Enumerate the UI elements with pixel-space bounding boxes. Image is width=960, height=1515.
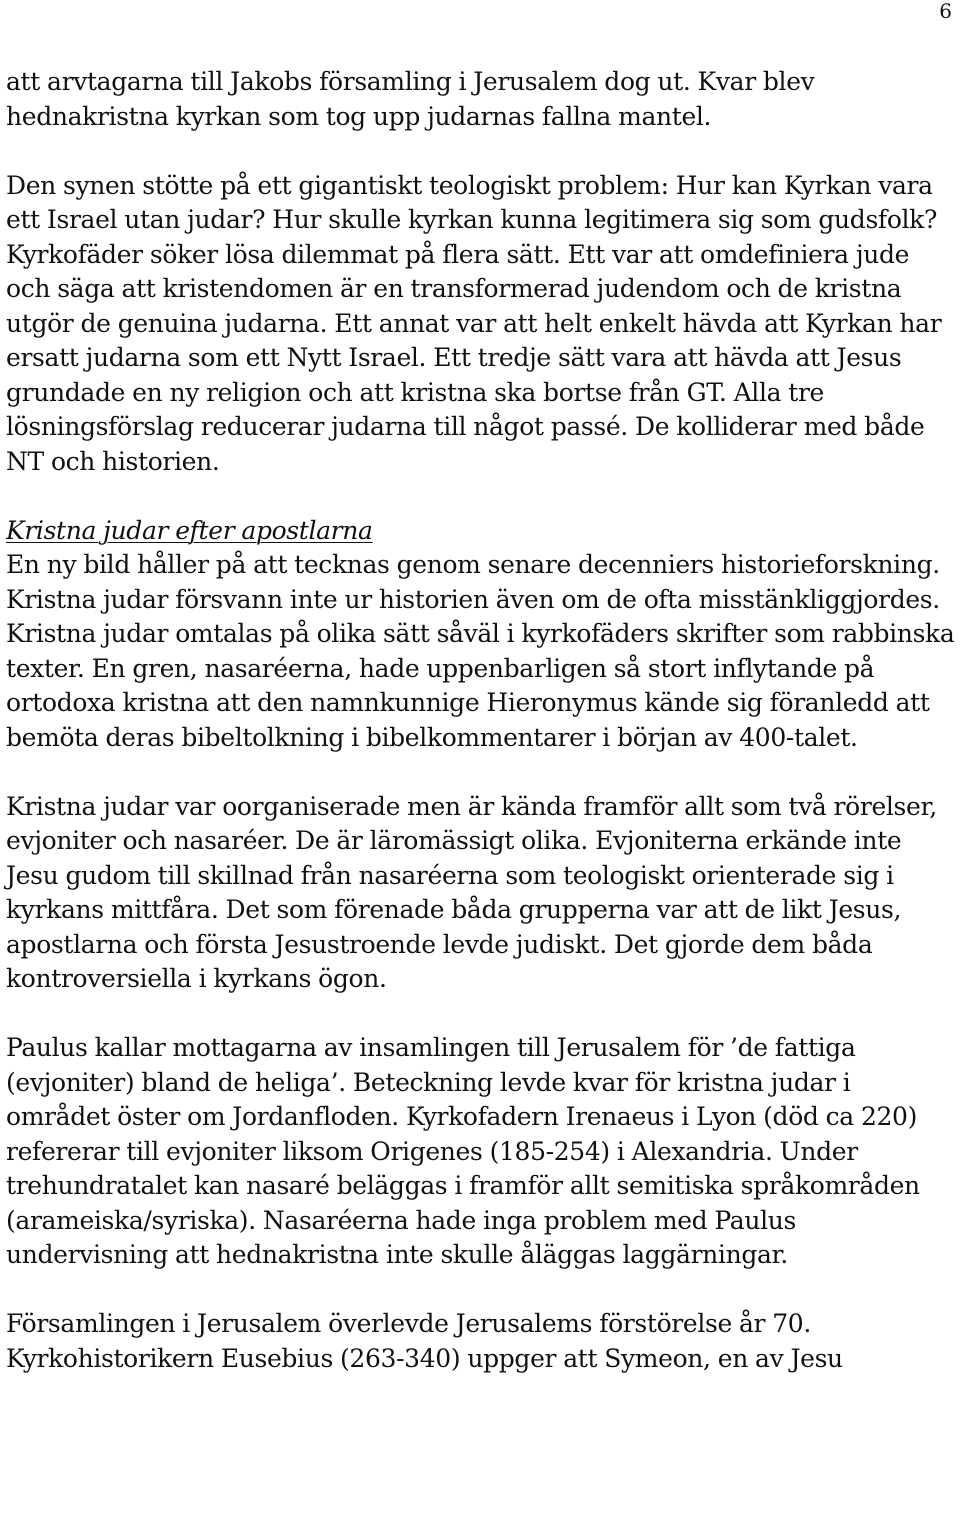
paragraph-new-picture: En ny bild håller på att tecknas genom senare decenniers historieforskning. Kristna judar försvann inte ur historien även om de ofta misstänkliggjordes. Kristna judar omtalas på olika sätt såväl i kyrkofäders skrifter som rabbinska texter. En gren, nasaréerna, hade uppenbarligen så stort inflytande på ortodoxa kristna att den namnkunnige Hieronymus kände sig föranledd att bemöta deras bibeltolkning i bibelkommentarer i början av 400-talet.: [6, 550, 955, 752]
paragraph-paulus: Paulus kallar mottagarna av insamlingen till Jerusalem för ’de fattiga (evjoniter) bland de heliga’. Beteckning levde kvar för kristna judar i området öster om Jordanfloden. Kyrkofadern Irenaeus i Lyon (död ca 220) refererar till evjoniter liksom Origenes (185-254) i Alexandria. Under trehundratalet kan nasaré beläggas i framför allt semitiska språkområden (arameiska/syriska). Nasaréerna hade inga problem med Paulus undervisning att hednakristna inte skulle åläggas laggärningar.: [6, 1033, 920, 1269]
page-number: 6: [939, 0, 952, 23]
document-body: [6, 65, 958, 1411]
section-heading: Kristna judar efter apostlarna: [6, 515, 373, 545]
paragraph-theological-problem: Den synen stötte på ett gigantiskt teologiskt problem: Hur kan Kyrkan vara ett Israel utan judar? Hur skulle kyrkan kunna legitimera sig som gudsfolk? Kyrkofäder söker lösa dilemmat på flera sätt. Ett var att omdefiniera jude och säga att kristendomen är en transformerad judendom och de kristna utgör de genuina judarna. Ett annat var att helt enkelt hävda att Kyrkan har ersatt judarna som ett Nytt Israel. Ett tredje sätt vara att hävda att Jesus grundade en ny religion och att kristna ska bortse från GT. Alla tre lösningsförslag reducerar judarna till något passé. De kolliderar med både NT och historien.: [6, 170, 942, 476]
paragraph-jerusalem-congregation: Församlingen i Jerusalem överlevde Jerusalems förstörelse år 70. Kyrkohistorikern Eusebius (263-340) uppger att Symeon, en av Jesu: [6, 1309, 843, 1373]
paragraph-two-movements: Kristna judar var oorganiserade men är kända framför allt som två rörelser, evjoniter och nasaréer. De är läromässigt olika. Evjoniterna erkände inte Jesu gudom till skillnad från nasaréerna som teologiskt orienterade sig i kyrkans mittfåra. Det som förenade båda grupperna var att de likt Jesus, apostlarna och första Jesustroende levde judiskt. Det gjorde dem båda kontroversiella i kyrkans ögon.: [6, 791, 937, 993]
paragraph-continuation: att arvtagarna till Jakobs församling i Jerusalem dog ut. Kvar blev hednakristna kyrkan som tog upp judarnas fallna mantel.: [6, 67, 815, 131]
